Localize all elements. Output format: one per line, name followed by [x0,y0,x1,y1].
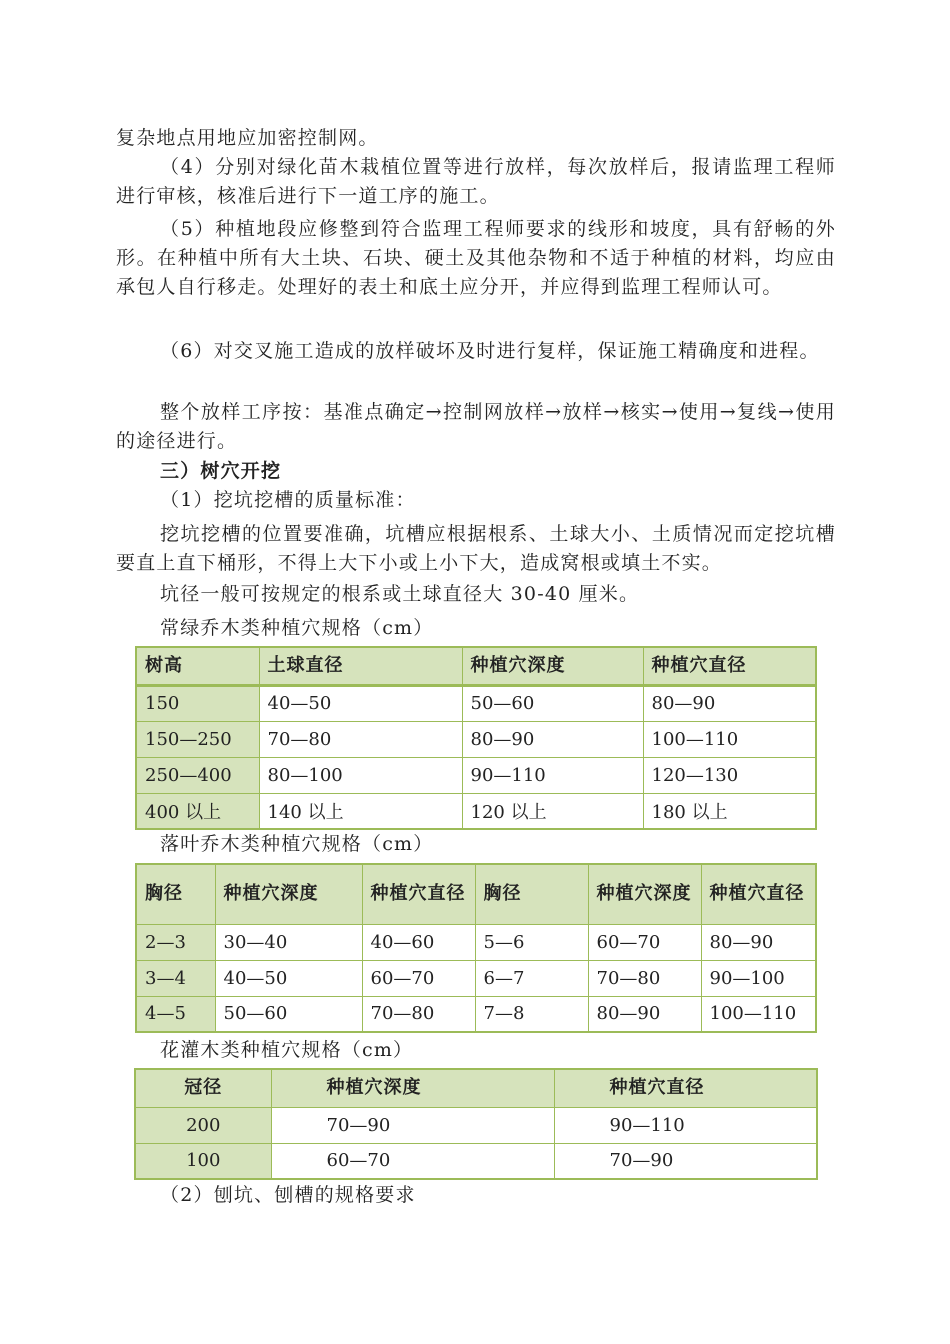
paragraph-4: （6）对交叉施工造成的放样破坏及时进行复样，保证施工精确度和进程。 [160,340,820,362]
evergreen-tree-table [135,646,817,830]
table1-caption: 常绿乔木类种植穴规格（cm） [160,617,434,639]
table-row [136,685,816,721]
table-cell: 60—70 [588,924,701,960]
table-cell: 60—70 [362,960,475,996]
paragraph-8: 坑径一般可按规定的根系或土球直径大 30-40 厘米。 [160,583,640,605]
table-cell: 70—90 [554,1143,817,1179]
header-cell: 胸径 [136,864,215,924]
table-cell: 250—400 [136,757,259,793]
header-cell: 种植穴直径 [701,864,816,924]
shrub-table [134,1068,818,1180]
table-row [136,721,816,757]
table-cell: 80—90 [701,924,816,960]
table-cell: 70—90 [271,1107,554,1143]
header-cell: 种植穴直径 [362,864,475,924]
table-row [136,960,816,996]
table-cell: 2—3 [136,924,215,960]
table-cell: 400 以上 [136,793,259,829]
header-cell: 种植穴直径 [554,1069,817,1107]
table-cell: 80—90 [462,721,643,757]
table-row [136,757,816,793]
table3-caption: 花灌木类种植穴规格（cm） [160,1039,414,1061]
table-cell: 120 以上 [462,793,643,829]
header-cell: 种植穴直径 [643,647,816,685]
table-row [136,793,816,829]
section-heading: 三）树穴开挖 [160,460,282,482]
paragraph-7: 挖坑挖槽的位置要准确，坑槽应根据根系、土球大小、土质情况而定挖坑槽要直上直下桶形，不得上大下小或上小下大，造成窝根或填土不实。 [116,523,836,574]
table-cell: 120—130 [643,757,816,793]
header-cell: 种植穴深度 [215,864,362,924]
table-cell: 100—110 [643,721,816,757]
paragraph-2: （4）分别对绿化苗木栽植位置等进行放样，每次放样后，报请监理工程师进行审核，核准后进行下一道工序的施工。 [116,156,836,207]
table2-caption: 落叶乔木类种植穴规格（cm） [160,833,434,855]
deciduous-tree-table [135,863,817,1033]
paragraph-3: （5）种植地段应修整到符合监理工程师要求的线形和坡度，具有舒畅的外形。在种植中所有大土块、石块、硬土及其他杂物和不适于种植的材料，均应由承包人自行移走。处理好的表土和底土应分开，并应得到监理工程师认可。 [116,218,836,298]
table-row [136,924,816,960]
header-cell: 种植穴深度 [462,647,643,685]
header-cell: 胸径 [475,864,588,924]
table-cell: 70—80 [259,721,462,757]
table-row [136,996,816,1032]
table-cell: 60—70 [271,1143,554,1179]
table-cell: 70—80 [362,996,475,1032]
header-cell: 冠径 [135,1069,271,1107]
paragraph-9: （2）刨坑、刨槽的规格要求 [160,1184,416,1206]
table-cell: 150—250 [136,721,259,757]
header-cell: 树高 [136,647,259,685]
table-cell: 100 [135,1143,271,1179]
table-cell: 90—110 [462,757,643,793]
table-cell: 200 [135,1107,271,1143]
table-cell: 180 以上 [643,793,816,829]
table-cell: 3—4 [136,960,215,996]
table-cell: 50—60 [215,996,362,1032]
table-cell: 150 [136,685,259,721]
table-cell: 140 以上 [259,793,462,829]
table-cell: 4—5 [136,996,215,1032]
table-cell: 90—110 [554,1107,817,1143]
table-cell: 80—90 [588,996,701,1032]
table-cell: 100—110 [701,996,816,1032]
table-cell: 30—40 [215,924,362,960]
header-cell: 土球直径 [259,647,462,685]
paragraph-5: 整个放样工序按：基准点确定→控制网放样→放样→核实→使用→复线→使用的途径进行。 [116,401,836,452]
table-cell: 40—50 [259,685,462,721]
table-cell: 40—50 [215,960,362,996]
table-cell: 5—6 [475,924,588,960]
table-row [135,1107,817,1143]
table-cell: 80—90 [643,685,816,721]
table-cell: 70—80 [588,960,701,996]
table-cell: 80—100 [259,757,462,793]
paragraph-6: （1）挖坑挖槽的质量标准： [160,489,416,511]
table-cell: 50—60 [462,685,643,721]
table-cell: 40—60 [362,924,475,960]
paragraph-1: 复杂地点用地应加密控制网。 [116,127,379,149]
header-cell: 种植穴深度 [588,864,701,924]
table-row [135,1143,817,1179]
table-cell: 6—7 [475,960,588,996]
table-cell: 7—8 [475,996,588,1032]
table-cell: 90—100 [701,960,816,996]
header-cell: 种植穴深度 [271,1069,554,1107]
